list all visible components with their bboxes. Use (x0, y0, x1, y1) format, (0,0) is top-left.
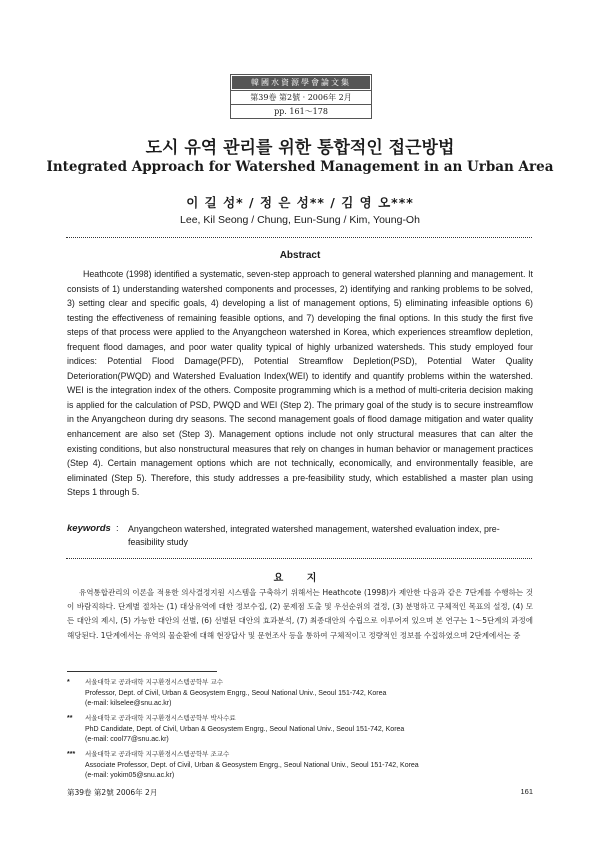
footer-journal-issue: 第39卷 第2號 2006年 2月 (67, 788, 158, 797)
footnote-mark: *** (67, 751, 76, 758)
journal-name: 韓國水資源學會論文集 (232, 76, 370, 89)
footnote-1 (67, 677, 533, 710)
keywords-separator: : (116, 523, 119, 534)
authors-korean: 이 길 성* / 정 은 성** / 김 영 오*** (186, 195, 414, 210)
footnote-affiliation-en: PhD Candidate, Dept. of Civil, Urban & Geosystem Engrg., Seoul National Univ., Seoul 151-742, Korea (85, 725, 405, 733)
footnote-email: (e-mail: yokim05@snu.ac.kr) (85, 772, 175, 780)
footnote-affiliation-en: Associate Professor, Dept. of Civil, Urban & Geosystem Engrg., Seoul National Univ., Seoul 151-742, Korea (85, 761, 419, 769)
page-number: 161 (520, 787, 533, 796)
footnote-2 (67, 713, 533, 746)
footnote-affiliation-ko: 서울대학교 공과대학 지구환경시스템공학부 박사수료 (85, 714, 236, 722)
keywords-label: keywords (67, 523, 111, 534)
footnote-email: (e-mail: kilselee@snu.ac.kr) (85, 700, 172, 708)
divider-top (66, 237, 532, 238)
footnote-3 (67, 749, 533, 782)
abstract-text: Heathcote (1998) identified a systematic, seven-step approach to general watershed planning and management. It consists of 1) understanding watershed components and processes, 2) identifying and ranking problems to be solved, 3) setting clear and specific goals, 4) developing a list of management options, 5) eliminating infeasible options 6) testing the effectiveness of remaining feasible options, and 7) developing the final options. In this study the first five steps of that process were applied to the Anyangcheon watershed in Korea, which experiences streamflow depletion, frequent flood damages, and poor water quality typical of highly urbanized watersheds. This study employed four indices: Potential Flood Damage(PFD), Potential Streamflow Depletion(PSD), Potential Water Quality Deterioration(PWQD) and Watershed Evaluation Index(WEI) to identify and quantify problems within the watershed. WEI is the integration index of the others. Composite programming which is a method of multi-criteria decision making is applied for the calculation of PSD, PWQD and WEI (Step 2). The primary goal of the study is to secure instreamflow in the Anyangcheon during dry seasons. The second management goals of flood damage mitigation and water quality enhancement are also set (Step 3). Management options include not only structural measures that can alter the existing conditions, but also nonstructural measures that rely on changes in human behavior or management practices (Step 4). Certain management options which are not technically, economically, and environmentally feasible, are eliminated (Step 5). Therefore, this study addresses a pre-feasibility study, which established a master plan using Steps 1 through 5. (67, 269, 533, 498)
divider-middle (66, 558, 532, 559)
footnote-email: (e-mail: cool77@snu.ac.kr) (85, 736, 169, 744)
journal-info-box (230, 74, 372, 119)
footnote-rule (67, 671, 217, 672)
footnote-mark: * (67, 679, 70, 686)
paper-title-english: Integrated Approach for Watershed Management in an Urban Area (46, 159, 554, 175)
footnote-mark: ** (67, 715, 73, 722)
footnote-affiliation-ko: 서울대학교 공과대학 지구환경시스템공학부 조교수 (85, 750, 230, 758)
footnote-affiliation-en: Professor, Dept. of Civil, Urban & Geosystem Engrg., Seoul National Univ., Seoul 151-742, Korea (85, 689, 387, 697)
footnote-affiliation-ko: 서울대학교 공과대학 지구환경시스템공학부 교수 (85, 678, 224, 686)
korean-summary-heading: 요 지 (273, 573, 327, 584)
keywords-text: Anyangcheon watershed, integrated watershed management, watershed evaluation index, pre-feasibility study (128, 524, 500, 547)
journal-pages: pp. 161～178 (231, 104, 371, 118)
korean-summary-text: 유역통합관리의 이론을 적용한 의사결정지원 시스템을 구축하기 위해서는 Heathcote (1998)가 제안한 다음과 같은 7단계를 수행하는 것이 바람직하다. 단계별 절차는 (1) 대상유역에 대한 정보수집, (2) 문제점 도출 및 우선순위의 결정, (3) 분명하고 구체적인 목표의 설정, (4) 모든 대안의 제시, (5) 가능한 대안의 선별, (6) 선별된 대안의 효과분석, (7) 최종대안의 수립으로 이루어져 있으며 본 연구는 1～5단계의 과정에 해당된다. 1단계에서는 유역의 물순환에 대해 현장답사 및 문헌조사 등을 통하여 구체적이고 정량적인 정보를 수집하였으며 2단계에서는 중 (67, 588, 533, 640)
paper-title-korean: 도시 유역 관리를 위한 통합적인 접근방법 (145, 138, 455, 158)
authors-english: Lee, Kil Seong / Chung, Eun-Sung / Kim, Young-Oh (180, 214, 420, 226)
abstract-heading: Abstract (279, 250, 321, 261)
journal-volume: 第39卷 第2號 · 2006年 2月 (231, 90, 371, 104)
